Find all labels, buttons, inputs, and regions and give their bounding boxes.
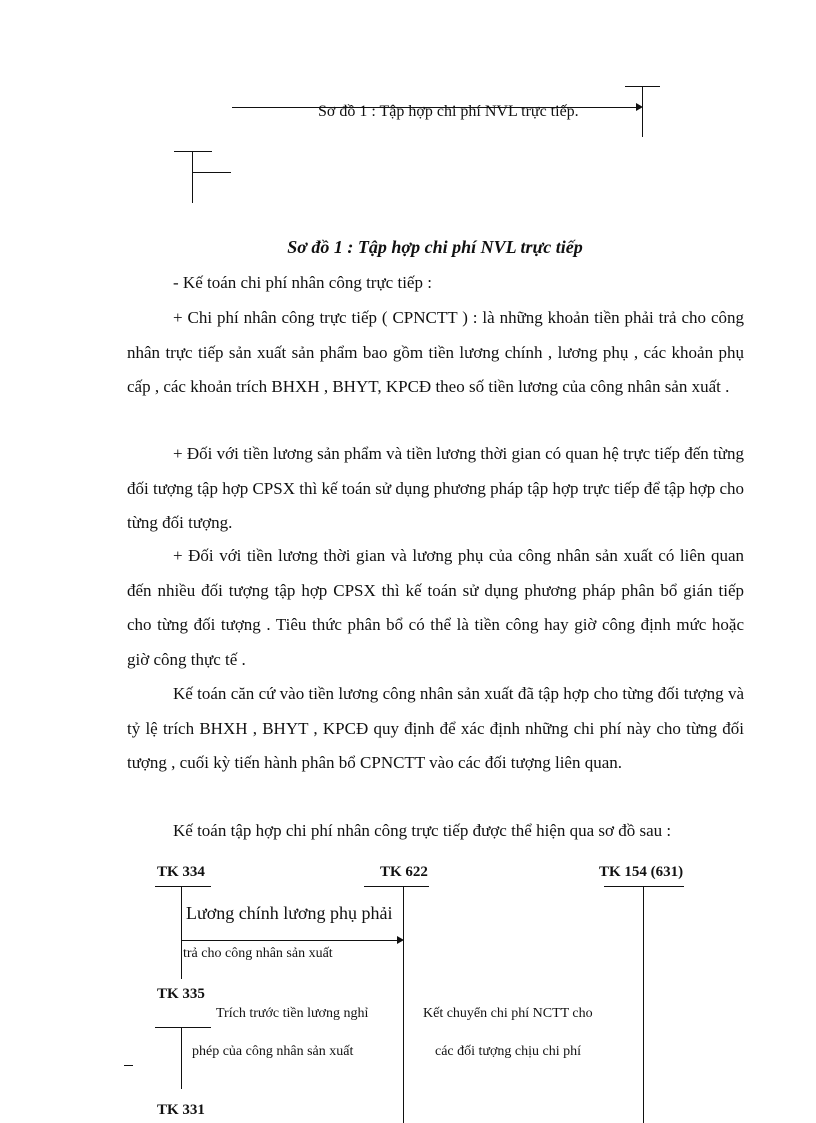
left-account-branch	[192, 172, 231, 173]
account-tk331-label: TK 331	[157, 1102, 205, 1118]
account-tk154-v	[643, 886, 644, 1123]
paragraph-4: + Đối với tiền lương thời gian và lương phụ của công nhân sản xuất có liên quan đến nhiều đối tượng tập hợp CPSX thì kế toán sử dụng phương pháp phân bổ gián tiếp cho từng đối tượng . Tiêu thức phân bổ có thể là tiền công hay giờ công định mức hoặc giờ công thực tế .	[127, 546, 744, 669]
flow3-label-line2: các đối tượng chịu chi phí	[435, 1044, 582, 1059]
account-tk335-h	[155, 1027, 211, 1028]
top-caption: Sơ đồ 1 : Tập hợp chi phí NVL trực tiếp.	[318, 103, 579, 120]
top-right-tick-v	[642, 86, 643, 137]
account-tk622-v	[403, 886, 404, 1123]
paragraph-3: + Đối với tiền lương sản phẩm và tiền lương thời gian có quan hệ trực tiếp đến từng đối tượng tập hợp CPSX thì kế toán sử dụng phương pháp tập hợp trực tiếp để tập hợp cho từng đối tượng.	[127, 444, 744, 532]
flow1-label-line2: trả cho công nhân sản xuất	[183, 946, 333, 961]
account-tk334-label: TK 334	[157, 864, 205, 880]
account-tk622-h	[364, 886, 429, 887]
stray-mark	[124, 1065, 133, 1066]
paragraph-5: Kế toán căn cứ vào tiền lương công nhân sản xuất đã tập hợp cho từng đối tượng và tỷ lệ trích BHXH , BHYT , KPCĐ quy định để xác định những chi phí này cho từng đối tượng , cuối kỳ tiến hành phân bổ CPNCTT vào các đối tượng liên quan.	[127, 684, 744, 772]
flow2-label-line1: Trích trước tiền lương nghỉ	[216, 1006, 369, 1021]
account-tk154-label: TK 154 (631)	[599, 864, 684, 880]
paragraph-2: + Chi phí nhân công trực tiếp ( CPNCTT ) : là những khoản tiền phải trả cho công nhân trực tiếp sản xuất sản phẩm bao gồm tiền lương chính , lương phụ , các khoản phụ cấp , các khoản trích BHXH , BHYT, KPCĐ theo số tiền lương của công nhân sản xuất .	[127, 308, 744, 396]
left-account-h	[174, 151, 212, 152]
account-tk154-h	[604, 886, 684, 887]
section-heading: Sơ đồ 1 : Tập hợp chi phí NVL trực tiếp	[287, 237, 583, 257]
flow3-label-line1: Kết chuyển chi phí NCTT cho	[423, 1006, 593, 1021]
flow1-arrow-head	[397, 936, 404, 944]
paragraph-1: - Kế toán chi phí nhân công trực tiếp :	[173, 273, 432, 292]
flow1-arrow-line	[181, 940, 398, 941]
account-tk334-h	[155, 886, 211, 887]
account-tk334-v	[181, 886, 182, 979]
account-tk335-label: TK 335	[157, 986, 205, 1002]
flow2-label-line2: phép của công nhân sản xuất	[192, 1044, 354, 1059]
paragraph-6: Kế toán tập hợp chi phí nhân công trực tiếp được thể hiện qua sơ đồ sau :	[173, 821, 672, 840]
account-tk622-label: TK 622	[380, 864, 428, 880]
flow1-label-line1: Lương chính lương phụ phải	[186, 903, 393, 923]
account-tk335-v	[181, 1027, 182, 1089]
left-account-v	[192, 151, 193, 203]
